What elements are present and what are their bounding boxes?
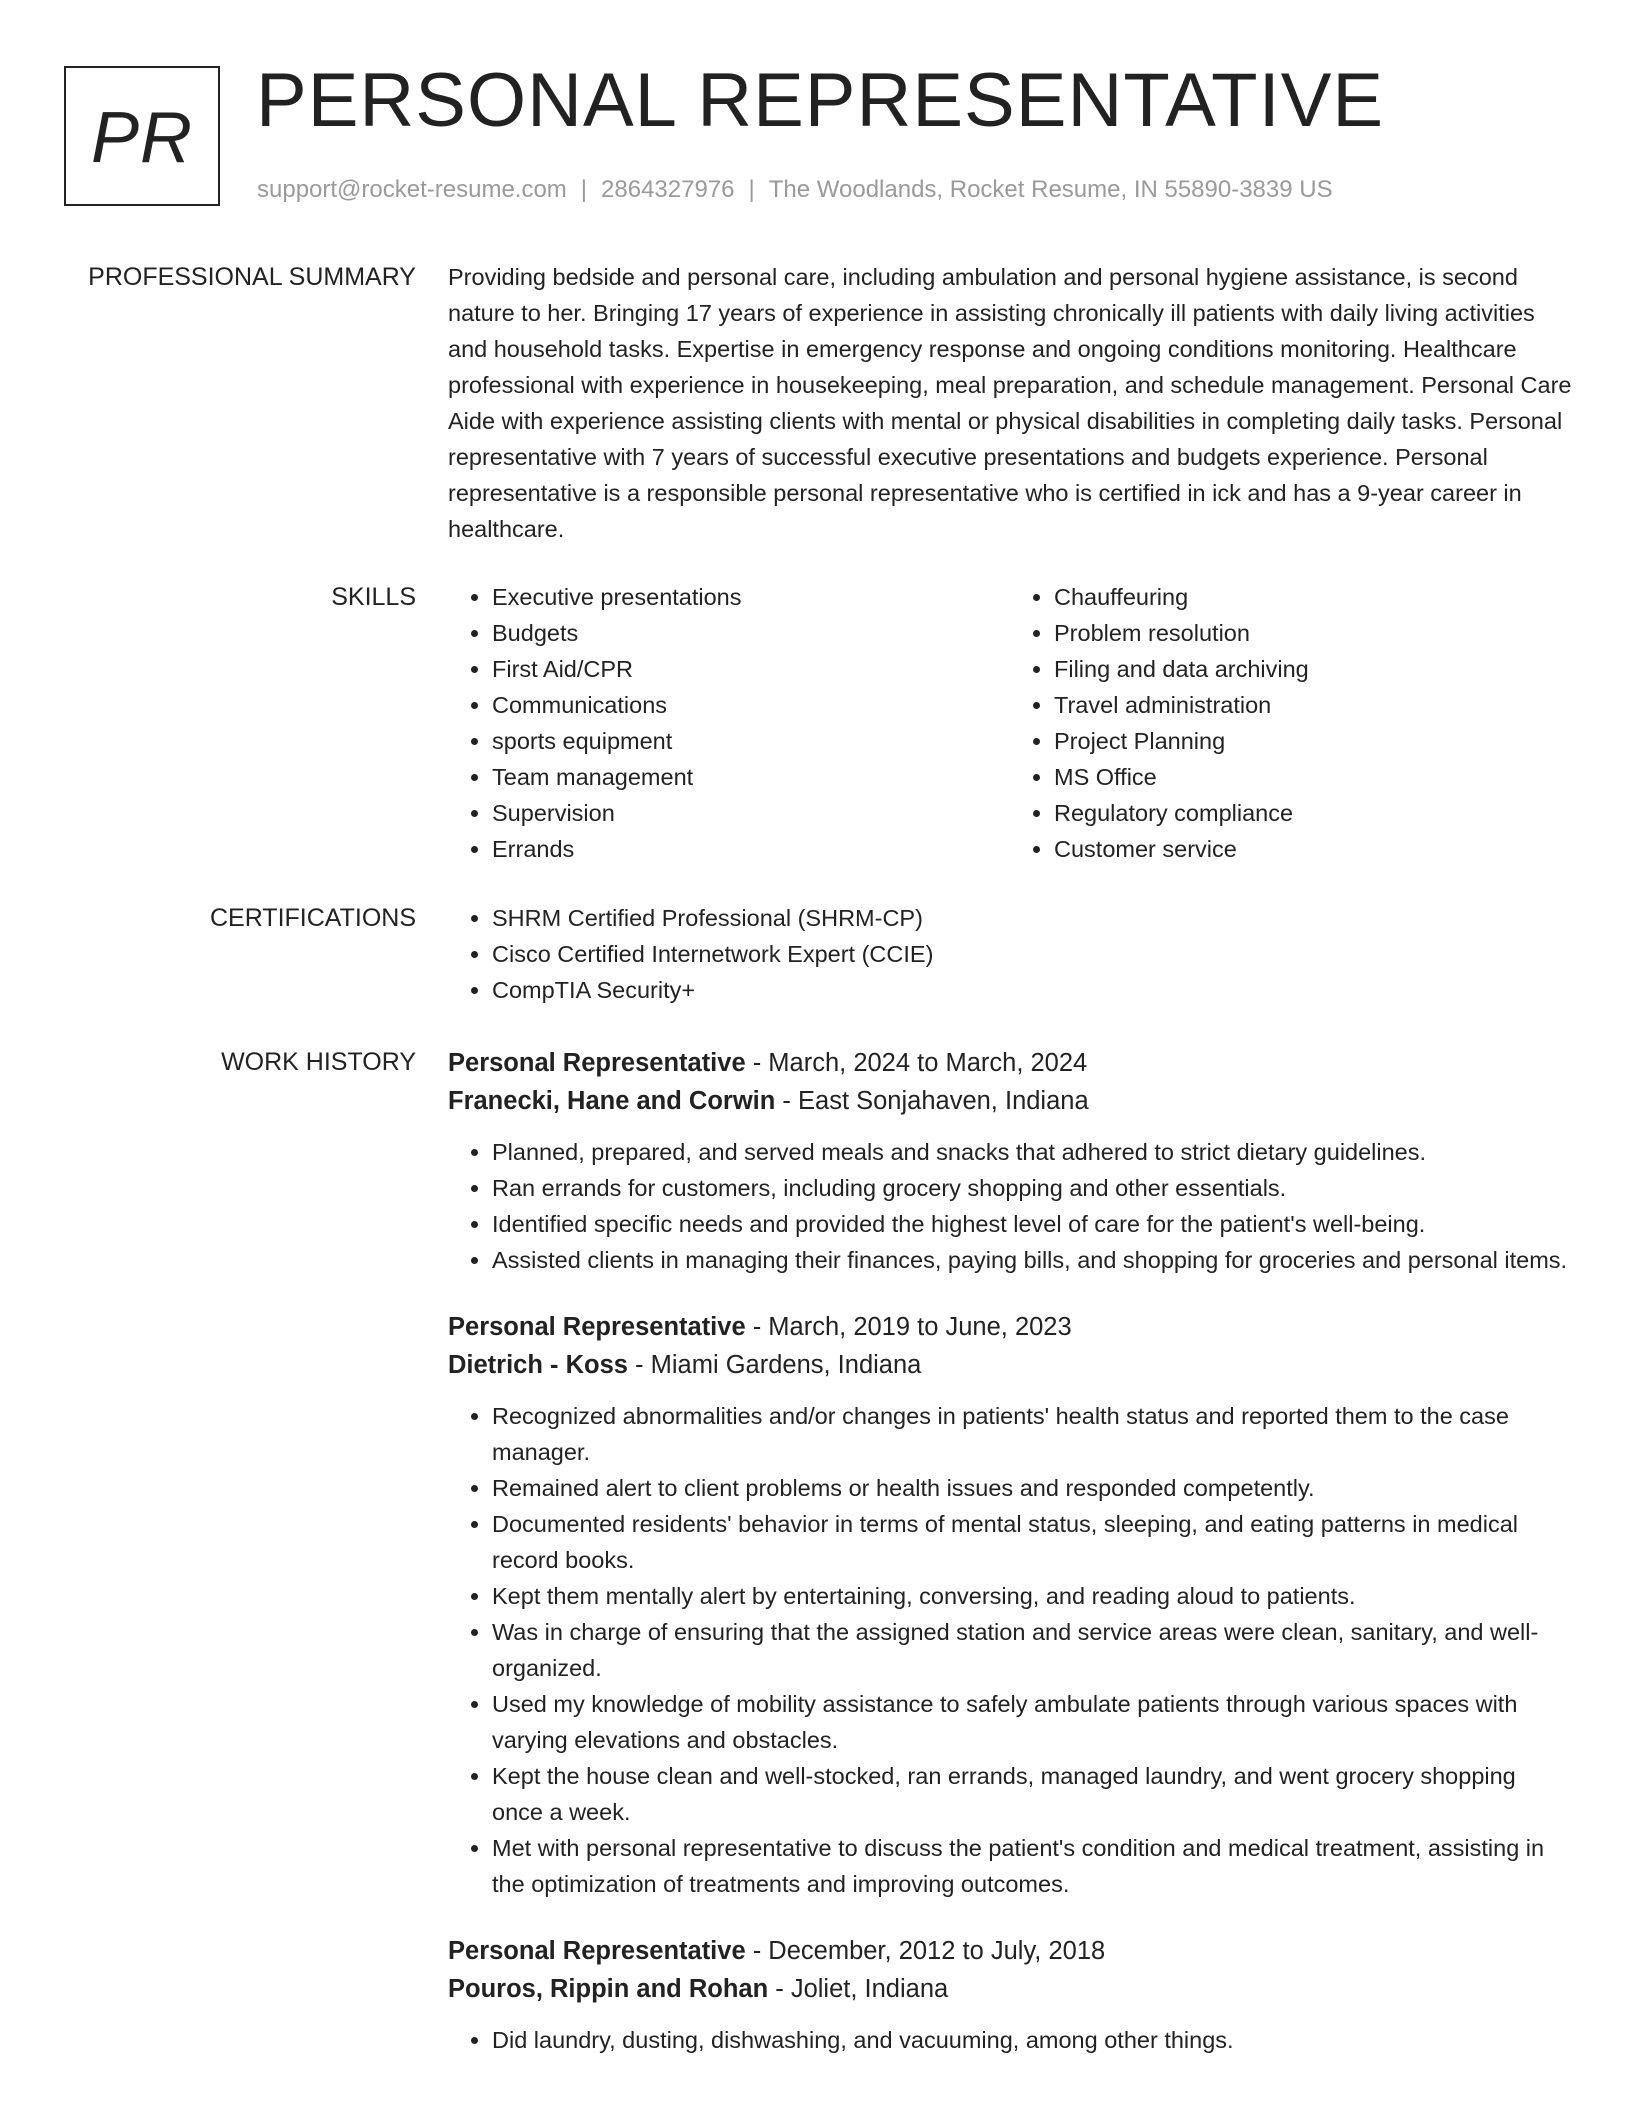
- skill-item: • Filing and data archiving: [1054, 651, 1572, 687]
- certification-item: • SHRM Certified Professional (SHRM-CP): [492, 900, 1572, 936]
- job-location: - Joliet, Indiana: [768, 1975, 949, 2003]
- job-dates: - March, 2024 to March, 2024: [745, 1049, 1088, 1077]
- contact-email: support@rocket-resume.com: [257, 176, 567, 203]
- contact-separator: |: [748, 176, 755, 203]
- job-duty: • Was in charge of ensuring that the assigned station and service areas were clean, sanitary, and well-organized.: [492, 1614, 1572, 1686]
- job-duty: • Did laundry, dusting, dishwashing, and vacuuming, among other things.: [492, 2022, 1572, 2058]
- job-company: Pouros, Rippin and Rohan: [448, 1975, 769, 2003]
- job-title-line: [448, 1044, 1572, 1082]
- job-dates: - March, 2019 to June, 2023: [745, 1313, 1072, 1341]
- candidate-name: PERSONAL REPRESENTATIVE: [256, 58, 1385, 143]
- skill-item: • Errands: [492, 831, 1010, 867]
- summary-text: Providing bedside and personal care, including ambulation and personal hygiene assistance, is second nature to her. Bringing 17 years of experience in assisting chronically ill patients with daily living activities and household tasks. Expertise in emergency response and ongoing conditions monitoring. Healthcare professional with experience in housekeeping, meal preparation, and schedule management. Personal Care Aide with experience assisting clients with mental or physical disabilities in completing daily tasks. Personal representative with 7 years of successful executive presentations and budgets experience. Personal representative is a responsible personal representative who is certified in ick and has a 9-year career in healthcare.: [448, 264, 1572, 542]
- contact-address: The Woodlands, Rocket Resume, IN 55890-3839 US: [768, 176, 1333, 203]
- job-dates: - December, 2012 to July, 2018: [745, 1937, 1106, 1965]
- job-duties-list: [448, 1398, 1572, 1902]
- skill-item: • Customer service: [1054, 831, 1572, 867]
- contact-separator: |: [580, 176, 588, 203]
- job-duty: • Ran errands for customers, including grocery shopping and other essentials.: [492, 1170, 1572, 1206]
- skill-item: • Problem resolution: [1054, 615, 1572, 651]
- section-title-work-history: WORK HISTORY: [221, 1048, 416, 1076]
- job-entry: [448, 1044, 1572, 1278]
- skill-item: • Supervision: [492, 795, 1010, 831]
- job-title-line: [448, 1932, 1572, 1970]
- skills-list-left: [448, 579, 1010, 867]
- contact-phone: 2864327976: [601, 176, 735, 203]
- skill-item: • First Aid/CPR: [492, 651, 1010, 687]
- job-role: Personal Representative: [448, 1937, 746, 1965]
- job-duty: • Kept the house clean and well-stocked, ran errands, managed laundry, and went grocery shopping once a week.: [492, 1758, 1572, 1830]
- certification-item: • CompTIA Security+: [492, 972, 1572, 1008]
- job-entry: [448, 1308, 1572, 1902]
- job-location: - Miami Gardens, Indiana: [627, 1351, 922, 1379]
- job-role: Personal Representative: [448, 1313, 746, 1341]
- skill-item: • sports equipment: [492, 723, 1010, 759]
- skill-item: • Budgets: [492, 615, 1010, 651]
- job-duty: • Identified specific needs and provided the highest level of care for the patient's well-being.: [492, 1206, 1572, 1242]
- skill-item: • Travel administration: [1054, 687, 1572, 723]
- skill-item: • MS Office: [1054, 759, 1572, 795]
- job-duties-list: [448, 2022, 1572, 2058]
- certification-item: • Cisco Certified Internetwork Expert (CCIE): [492, 936, 1572, 972]
- job-location: - East Sonjahaven, Indiana: [775, 1087, 1089, 1115]
- job-company: Dietrich - Koss: [448, 1351, 628, 1379]
- skill-item: • Executive presentations: [492, 579, 1010, 615]
- job-duty: • Documented residents' behavior in terms of mental status, sleeping, and eating patterns in medical record books.: [492, 1506, 1572, 1578]
- job-duty: • Planned, prepared, and served meals and snacks that adhered to strict dietary guidelines.: [492, 1134, 1572, 1170]
- skill-item: • Project Planning: [1054, 723, 1572, 759]
- job-entry: [448, 1932, 1572, 2058]
- job-company-line: [448, 1082, 1572, 1120]
- section-title-skills: SKILLS: [331, 583, 416, 611]
- skills-body: [448, 579, 1572, 867]
- certifications-list: [448, 900, 1572, 1008]
- job-duties-list: [448, 1134, 1572, 1278]
- job-company-line: [448, 1346, 1572, 1384]
- certifications-body: [448, 900, 1572, 1008]
- monogram-text: PR: [90, 98, 194, 178]
- job-company-line: [448, 1970, 1572, 2008]
- job-duty: • Used my knowledge of mobility assistance to safely ambulate patients through various spaces with varying elevations and obstacles.: [492, 1686, 1572, 1758]
- skill-item: • Team management: [492, 759, 1010, 795]
- work-history-body: [448, 1044, 1572, 2088]
- skill-item: • Chauffeuring: [1054, 579, 1572, 615]
- section-title-certifications: CERTIFICATIONS: [209, 904, 416, 932]
- job-title-line: [448, 1308, 1572, 1346]
- job-duty: • Met with personal representative to discuss the patient's condition and medical treatment, assisting in the optimization of treatments and improving outcomes.: [492, 1830, 1572, 1902]
- summary-body: [448, 259, 1572, 547]
- job-role: Personal Representative: [448, 1049, 746, 1077]
- job-duty: • Kept them mentally alert by entertaining, conversing, and reading aloud to patients.: [492, 1578, 1572, 1614]
- section-title-summary: PROFESSIONAL SUMMARY: [88, 263, 416, 291]
- skill-item: • Regulatory compliance: [1054, 795, 1572, 831]
- job-duty: • Recognized abnormalities and/or changes in patients' health status and reported them to the case manager.: [492, 1398, 1572, 1470]
- skill-item: • Communications: [492, 687, 1010, 723]
- monogram-badge: [64, 66, 220, 206]
- job-duty: • Remained alert to client problems or health issues and responded competently.: [492, 1470, 1572, 1506]
- job-company: Franecki, Hane and Corwin: [448, 1087, 776, 1115]
- skills-list-right: [1010, 579, 1572, 867]
- contact-line: [257, 174, 1333, 206]
- job-duty: • Assisted clients in managing their finances, paying bills, and shopping for groceries and personal items.: [492, 1242, 1572, 1278]
